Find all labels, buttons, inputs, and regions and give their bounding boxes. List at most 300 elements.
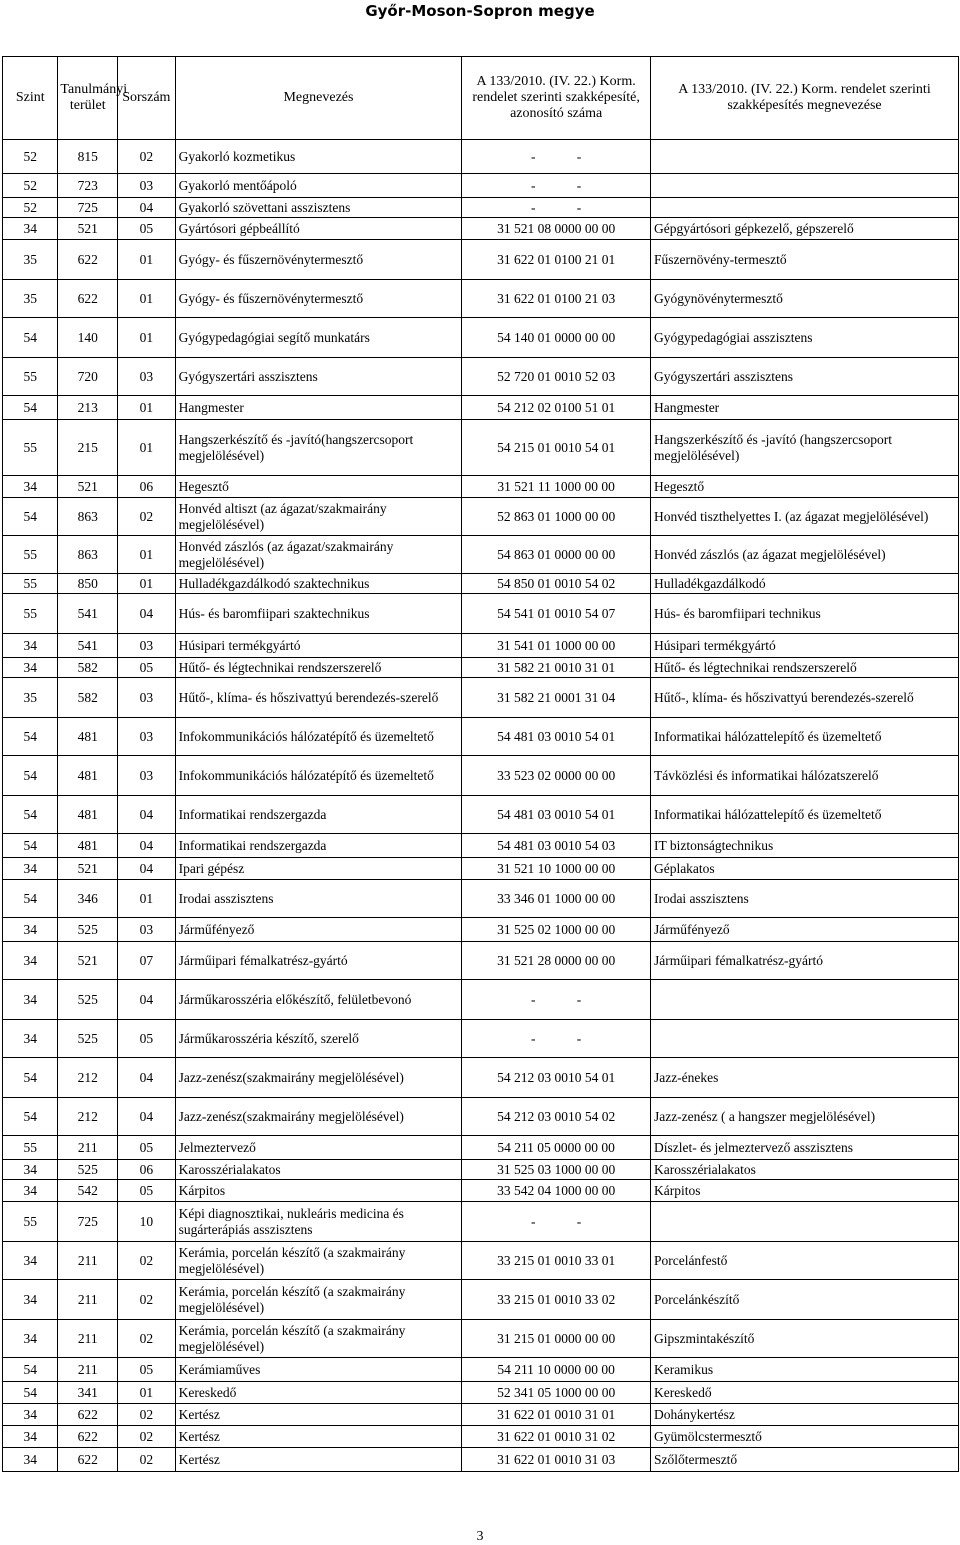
cell-terulet: 140 — [58, 318, 118, 358]
cell-sorszam: 01 — [118, 240, 176, 280]
cell-azonosito: 31 582 21 0001 31 04 — [462, 678, 651, 718]
cell-azonosito: 54 140 01 0000 00 00 — [462, 318, 651, 358]
cell-sorszam: 04 — [118, 198, 176, 218]
cell-terulet: 481 — [58, 834, 118, 858]
cell-megnevezes: Járműkarosszéria készítő, szerelő — [175, 1020, 462, 1058]
table-row — [3, 658, 959, 678]
cell-sorszam: 07 — [118, 942, 176, 980]
cell-azonosito: 54 863 01 0000 00 00 — [462, 536, 651, 574]
cell-terulet: 212 — [58, 1098, 118, 1136]
cell-szint: 54 — [3, 756, 58, 796]
cell-okj-megnevezes: Dohánykertész — [650, 1404, 958, 1426]
cell-azonosito: 54 850 01 0010 54 02 — [462, 574, 651, 594]
cell-megnevezes: Kerámia, porcelán készítő (a szakmairány megjelölésével) — [175, 1280, 462, 1320]
cell-megnevezes: Gyógypedagógiai segítő munkatárs — [175, 318, 462, 358]
cell-sorszam: 01 — [118, 1382, 176, 1404]
table-row — [3, 536, 959, 574]
header-szint: Szint — [3, 57, 58, 140]
cell-sorszam: 01 — [118, 880, 176, 918]
cell-okj-megnevezes: Kárpitos — [650, 1180, 958, 1202]
cell-okj-megnevezes: Hulladékgazdálkodó — [650, 574, 958, 594]
cell-azonosito: - - — [462, 174, 651, 198]
cell-okj-megnevezes: Gépgyártósori gépkezelő, gépszerelő — [650, 218, 958, 240]
cell-szint: 34 — [3, 918, 58, 942]
cell-megnevezes: Gyakorló szövettani asszisztens — [175, 198, 462, 218]
cell-sorszam: 03 — [118, 678, 176, 718]
cell-terulet: 723 — [58, 174, 118, 198]
cell-okj-megnevezes: Gipszmintakészítő — [650, 1320, 958, 1358]
cell-azonosito: 31 521 08 0000 00 00 — [462, 218, 651, 240]
cell-okj-megnevezes: Szőlőtermesztő — [650, 1448, 958, 1472]
cell-okj-megnevezes: Informatikai hálózattelepítő és üzemeltető — [650, 718, 958, 756]
cell-sorszam: 03 — [118, 174, 176, 198]
cell-megnevezes: Képi diagnosztikai, nukleáris medicina és sugárterápiás asszisztens — [175, 1202, 462, 1242]
cell-szint: 34 — [3, 1280, 58, 1320]
cell-sorszam: 05 — [118, 658, 176, 678]
cell-okj-megnevezes: Húsipari termékgyártó — [650, 634, 958, 658]
cell-azonosito: 54 481 03 0010 54 01 — [462, 796, 651, 834]
cell-megnevezes: Gyakorló kozmetikus — [175, 140, 462, 174]
cell-okj-megnevezes: Irodai asszisztens — [650, 880, 958, 918]
cell-azonosito: - - — [462, 140, 651, 174]
cell-okj-megnevezes — [650, 1020, 958, 1058]
cell-terulet: 525 — [58, 980, 118, 1020]
cell-okj-megnevezes — [650, 980, 958, 1020]
cell-azonosito: 52 863 01 1000 00 00 — [462, 498, 651, 536]
cell-azonosito: 31 521 28 0000 00 00 — [462, 942, 651, 980]
cell-megnevezes: Irodai asszisztens — [175, 880, 462, 918]
cell-terulet: 481 — [58, 718, 118, 756]
cell-okj-megnevezes: Hűtő- és légtechnikai rendszerszerelő — [650, 658, 958, 678]
cell-szint: 55 — [3, 1136, 58, 1160]
cell-okj-megnevezes: Géplakatos — [650, 858, 958, 880]
cell-megnevezes: Hegesztő — [175, 476, 462, 498]
cell-megnevezes: Hús- és baromfiipari szaktechnikus — [175, 594, 462, 634]
table-row — [3, 678, 959, 718]
cell-terulet: 481 — [58, 756, 118, 796]
cell-azonosito: 54 481 03 0010 54 03 — [462, 834, 651, 858]
cell-sorszam: 03 — [118, 718, 176, 756]
cell-terulet: 211 — [58, 1358, 118, 1382]
cell-szint: 54 — [3, 880, 58, 918]
cell-azonosito: 54 212 03 0010 54 01 — [462, 1058, 651, 1098]
cell-megnevezes: Gyakorló mentőápoló — [175, 174, 462, 198]
cell-megnevezes: Karosszérialakatos — [175, 1160, 462, 1180]
cell-szint: 34 — [3, 1426, 58, 1448]
cell-sorszam: 04 — [118, 1098, 176, 1136]
cell-szint: 35 — [3, 678, 58, 718]
cell-megnevezes: Járműfényező — [175, 918, 462, 942]
page-title: Győr-Moson-Sopron megye — [365, 2, 595, 20]
table-row — [3, 240, 959, 280]
cell-sorszam: 02 — [118, 1242, 176, 1280]
cell-azonosito: - - — [462, 198, 651, 218]
cell-okj-megnevezes: Távközlési és informatikai hálózatszerelő — [650, 756, 958, 796]
cell-azonosito: - - — [462, 1020, 651, 1058]
cell-megnevezes: Informatikai rendszergazda — [175, 834, 462, 858]
cell-sorszam: 02 — [118, 498, 176, 536]
table-header — [3, 57, 959, 140]
table-row — [3, 198, 959, 218]
cell-azonosito: 52 720 01 0010 52 03 — [462, 358, 651, 396]
cell-okj-megnevezes: Díszlet- és jelmeztervező asszisztens — [650, 1136, 958, 1160]
table-row — [3, 1280, 959, 1320]
table-row — [3, 980, 959, 1020]
table-row — [3, 1098, 959, 1136]
cell-okj-megnevezes: Gyógypedagógiai asszisztens — [650, 318, 958, 358]
cell-azonosito: 31 622 01 0100 21 01 — [462, 240, 651, 280]
cell-azonosito: 33 215 01 0010 33 02 — [462, 1280, 651, 1320]
table-body — [3, 140, 959, 1472]
table-row — [3, 756, 959, 796]
cell-okj-megnevezes — [650, 174, 958, 198]
cell-sorszam: 04 — [118, 1058, 176, 1098]
cell-megnevezes: Járműkarosszéria előkészítő, felületbevonó — [175, 980, 462, 1020]
cell-megnevezes: Húsipari termékgyártó — [175, 634, 462, 658]
cell-okj-megnevezes: Hűtő-, klíma- és hőszivattyú berendezés-szerelő — [650, 678, 958, 718]
cell-sorszam: 05 — [118, 1136, 176, 1160]
cell-sorszam: 02 — [118, 140, 176, 174]
cell-sorszam: 06 — [118, 1160, 176, 1180]
cell-terulet: 346 — [58, 880, 118, 918]
cell-megnevezes: Járműipari fémalkatrész-gyártó — [175, 942, 462, 980]
cell-sorszam: 10 — [118, 1202, 176, 1242]
cell-okj-megnevezes — [650, 140, 958, 174]
table-row — [3, 1160, 959, 1180]
cell-okj-megnevezes — [650, 198, 958, 218]
cell-sorszam: 01 — [118, 280, 176, 318]
cell-okj-megnevezes: Hegesztő — [650, 476, 958, 498]
table-row — [3, 1020, 959, 1058]
cell-okj-megnevezes: Keramikus — [650, 1358, 958, 1382]
cell-okj-megnevezes: Informatikai hálózattelepítő és üzemeltető — [650, 796, 958, 834]
cell-azonosito: 31 521 10 1000 00 00 — [462, 858, 651, 880]
cell-megnevezes: Kerámiaműves — [175, 1358, 462, 1382]
cell-megnevezes: Kerámia, porcelán készítő (a szakmairány megjelölésével) — [175, 1242, 462, 1280]
table-row — [3, 218, 959, 240]
cell-okj-megnevezes: Jazz-zenész ( a hangszer megjelölésével) — [650, 1098, 958, 1136]
cell-megnevezes: Gyártósori gépbeállító — [175, 218, 462, 240]
cell-okj-megnevezes: Gyógyszertári asszisztens — [650, 358, 958, 396]
cell-azonosito: - - — [462, 1202, 651, 1242]
cell-szint: 34 — [3, 634, 58, 658]
cell-sorszam: 05 — [118, 1020, 176, 1058]
cell-sorszam: 03 — [118, 358, 176, 396]
cell-megnevezes: Kerámia, porcelán készítő (a szakmairány megjelölésével) — [175, 1320, 462, 1358]
cell-azonosito: 31 215 01 0000 00 00 — [462, 1320, 651, 1358]
cell-megnevezes: Kereskedő — [175, 1382, 462, 1404]
cell-sorszam: 02 — [118, 1448, 176, 1472]
cell-sorszam: 02 — [118, 1404, 176, 1426]
cell-szint: 55 — [3, 358, 58, 396]
cell-okj-megnevezes: Gyógynövénytermesztő — [650, 280, 958, 318]
cell-megnevezes: Hangszerkészítő és -javító(hangszercsoport megjelölésével) — [175, 420, 462, 476]
table-row — [3, 1404, 959, 1426]
cell-terulet: 582 — [58, 678, 118, 718]
table-row — [3, 1202, 959, 1242]
cell-terulet: 850 — [58, 574, 118, 594]
cell-megnevezes: Jazz-zenész(szakmairány megjelölésével) — [175, 1098, 462, 1136]
cell-megnevezes: Kertész — [175, 1448, 462, 1472]
cell-megnevezes: Gyógyszertári asszisztens — [175, 358, 462, 396]
cell-terulet: 211 — [58, 1320, 118, 1358]
cell-szint: 34 — [3, 1404, 58, 1426]
cell-szint: 52 — [3, 198, 58, 218]
header-megnevezes: Megnevezés — [175, 57, 462, 140]
cell-terulet: 622 — [58, 1448, 118, 1472]
cell-terulet: 863 — [58, 498, 118, 536]
table-row — [3, 140, 959, 174]
cell-sorszam: 02 — [118, 1426, 176, 1448]
cell-okj-megnevezes: Hangszerkészítő és -javító (hangszercsoport megjelölésével) — [650, 420, 958, 476]
table-row — [3, 1136, 959, 1160]
cell-terulet: 213 — [58, 396, 118, 420]
cell-okj-megnevezes: Hangmester — [650, 396, 958, 420]
cell-megnevezes: Hulladékgazdálkodó szaktechnikus — [175, 574, 462, 594]
cell-szint: 34 — [3, 1020, 58, 1058]
cell-szint: 54 — [3, 1058, 58, 1098]
cell-szint: 54 — [3, 834, 58, 858]
cell-szint: 54 — [3, 1098, 58, 1136]
table-row — [3, 420, 959, 476]
cell-okj-megnevezes: Porcelánkészítő — [650, 1280, 958, 1320]
cell-sorszam: 04 — [118, 834, 176, 858]
cell-okj-megnevezes: Honvéd tiszthelyettes I. (az ágazat megjelölésével) — [650, 498, 958, 536]
cell-okj-megnevezes: Kereskedő — [650, 1382, 958, 1404]
qualification-table — [2, 56, 959, 1472]
cell-megnevezes: Jelmeztervező — [175, 1136, 462, 1160]
cell-szint: 54 — [3, 796, 58, 834]
cell-megnevezes: Infokommunikációs hálózatépítő és üzemeltető — [175, 718, 462, 756]
cell-megnevezes: Infokommunikációs hálózatépítő és üzemeltető — [175, 756, 462, 796]
table-row — [3, 476, 959, 498]
cell-sorszam: 05 — [118, 1358, 176, 1382]
cell-azonosito: 31 622 01 0010 31 01 — [462, 1404, 651, 1426]
cell-sorszam: 05 — [118, 1180, 176, 1202]
cell-terulet: 622 — [58, 1404, 118, 1426]
table-row — [3, 634, 959, 658]
cell-okj-megnevezes: IT biztonságtechnikus — [650, 834, 958, 858]
table-row — [3, 396, 959, 420]
cell-szint: 34 — [3, 942, 58, 980]
cell-szint: 52 — [3, 140, 58, 174]
cell-terulet: 542 — [58, 1180, 118, 1202]
cell-szint: 34 — [3, 980, 58, 1020]
cell-sorszam: 03 — [118, 918, 176, 942]
cell-sorszam: 04 — [118, 858, 176, 880]
cell-azonosito: - - — [462, 980, 651, 1020]
cell-szint: 54 — [3, 1382, 58, 1404]
cell-okj-megnevezes: Járműfényező — [650, 918, 958, 942]
cell-terulet: 541 — [58, 634, 118, 658]
table-row — [3, 1320, 959, 1358]
header-row — [3, 57, 959, 140]
cell-szint: 54 — [3, 1358, 58, 1382]
cell-terulet: 212 — [58, 1058, 118, 1098]
cell-terulet: 211 — [58, 1242, 118, 1280]
table-row — [3, 594, 959, 634]
page-number: 3 — [476, 1529, 484, 1544]
cell-terulet: 622 — [58, 280, 118, 318]
cell-sorszam: 01 — [118, 536, 176, 574]
cell-sorszam: 01 — [118, 318, 176, 358]
cell-megnevezes: Hűtő- és légtechnikai rendszerszerelő — [175, 658, 462, 678]
header-tanulmanyi-terulet: Tanulmányi terület — [58, 57, 118, 140]
cell-terulet: 815 — [58, 140, 118, 174]
cell-okj-megnevezes: Honvéd zászlós (az ágazat megjelölésével) — [650, 536, 958, 574]
cell-terulet: 525 — [58, 1020, 118, 1058]
cell-azonosito: 31 622 01 0010 31 02 — [462, 1426, 651, 1448]
cell-szint: 54 — [3, 318, 58, 358]
cell-szint: 34 — [3, 218, 58, 240]
cell-szint: 34 — [3, 1448, 58, 1472]
cell-szint: 55 — [3, 420, 58, 476]
cell-azonosito: 54 215 01 0010 54 01 — [462, 420, 651, 476]
cell-terulet: 622 — [58, 240, 118, 280]
cell-terulet: 211 — [58, 1280, 118, 1320]
cell-terulet: 521 — [58, 942, 118, 980]
cell-szint: 34 — [3, 658, 58, 678]
cell-azonosito: 31 622 01 0010 31 03 — [462, 1448, 651, 1472]
cell-szint: 35 — [3, 280, 58, 318]
cell-sorszam: 01 — [118, 396, 176, 420]
table-row — [3, 498, 959, 536]
cell-sorszam: 05 — [118, 218, 176, 240]
table-row — [3, 1382, 959, 1404]
cell-terulet: 582 — [58, 658, 118, 678]
cell-megnevezes: Ipari gépész — [175, 858, 462, 880]
cell-szint: 52 — [3, 174, 58, 198]
cell-terulet: 525 — [58, 1160, 118, 1180]
table-row — [3, 858, 959, 880]
cell-szint: 55 — [3, 594, 58, 634]
cell-szint: 55 — [3, 1202, 58, 1242]
cell-szint: 34 — [3, 1180, 58, 1202]
cell-sorszam: 04 — [118, 594, 176, 634]
cell-azonosito: 33 523 02 0000 00 00 — [462, 756, 651, 796]
cell-megnevezes: Honvéd zászlós (az ágazat/szakmairány megjelölésével) — [175, 536, 462, 574]
cell-azonosito: 31 582 21 0010 31 01 — [462, 658, 651, 678]
cell-terulet: 622 — [58, 1426, 118, 1448]
cell-megnevezes: Gyógy- és fűszernövénytermesztő — [175, 280, 462, 318]
cell-szint: 34 — [3, 858, 58, 880]
header-okj-megnevezes: A 133/2010. (IV. 22.) Korm. rendelet szerinti szakképesítés megnevezése — [650, 57, 958, 140]
header-sorszam: Sorszám — [118, 57, 176, 140]
cell-okj-megnevezes: Jazz-énekes — [650, 1058, 958, 1098]
cell-sorszam: 02 — [118, 1320, 176, 1358]
table-row — [3, 942, 959, 980]
table-row — [3, 880, 959, 918]
table-row — [3, 1058, 959, 1098]
cell-azonosito: 33 542 04 1000 00 00 — [462, 1180, 651, 1202]
cell-szint: 34 — [3, 1160, 58, 1180]
cell-sorszam: 02 — [118, 1280, 176, 1320]
cell-azonosito: 54 212 02 0100 51 01 — [462, 396, 651, 420]
cell-sorszam: 04 — [118, 980, 176, 1020]
table-row — [3, 1426, 959, 1448]
header-azonosito: A 133/2010. (IV. 22.) Korm. rendelet szerinti szakképesíté, azonosító száma — [462, 57, 651, 140]
table-row — [3, 574, 959, 594]
cell-terulet: 720 — [58, 358, 118, 396]
cell-megnevezes: Jazz-zenész(szakmairány megjelölésével) — [175, 1058, 462, 1098]
cell-terulet: 525 — [58, 918, 118, 942]
cell-azonosito: 54 211 05 0000 00 00 — [462, 1136, 651, 1160]
cell-azonosito: 33 215 01 0010 33 01 — [462, 1242, 651, 1280]
cell-okj-megnevezes: Gyümölcstermesztő — [650, 1426, 958, 1448]
cell-szint: 54 — [3, 396, 58, 420]
table-row — [3, 834, 959, 858]
cell-megnevezes: Informatikai rendszergazda — [175, 796, 462, 834]
cell-azonosito: 52 341 05 1000 00 00 — [462, 1382, 651, 1404]
cell-terulet: 725 — [58, 1202, 118, 1242]
cell-azonosito: 54 212 03 0010 54 02 — [462, 1098, 651, 1136]
cell-okj-megnevezes: Fűszernövény-termesztő — [650, 240, 958, 280]
cell-terulet: 541 — [58, 594, 118, 634]
cell-terulet: 521 — [58, 858, 118, 880]
cell-terulet: 341 — [58, 1382, 118, 1404]
cell-azonosito: 31 541 01 1000 00 00 — [462, 634, 651, 658]
table-row — [3, 718, 959, 756]
cell-szint: 34 — [3, 1320, 58, 1358]
table-row — [3, 796, 959, 834]
cell-terulet: 863 — [58, 536, 118, 574]
cell-azonosito: 31 525 02 1000 00 00 — [462, 918, 651, 942]
cell-szint: 34 — [3, 1242, 58, 1280]
table-row — [3, 1180, 959, 1202]
cell-okj-megnevezes: Járműipari fémalkatrész-gyártó — [650, 942, 958, 980]
cell-terulet: 521 — [58, 476, 118, 498]
cell-szint: 35 — [3, 240, 58, 280]
cell-okj-megnevezes — [650, 1202, 958, 1242]
table-row — [3, 280, 959, 318]
cell-azonosito: 54 211 10 0000 00 00 — [462, 1358, 651, 1382]
cell-azonosito: 54 481 03 0010 54 01 — [462, 718, 651, 756]
table-row — [3, 358, 959, 396]
cell-szint: 55 — [3, 574, 58, 594]
cell-okj-megnevezes: Porcelánfestő — [650, 1242, 958, 1280]
cell-okj-megnevezes: Hús- és baromfiipari technikus — [650, 594, 958, 634]
cell-megnevezes: Kertész — [175, 1404, 462, 1426]
cell-azonosito: 54 541 01 0010 54 07 — [462, 594, 651, 634]
table-row — [3, 918, 959, 942]
cell-azonosito: 31 622 01 0100 21 03 — [462, 280, 651, 318]
cell-sorszam: 01 — [118, 420, 176, 476]
cell-megnevezes: Hangmester — [175, 396, 462, 420]
cell-sorszam: 06 — [118, 476, 176, 498]
cell-sorszam: 01 — [118, 574, 176, 594]
cell-megnevezes: Honvéd altiszt (az ágazat/szakmairány megjelölésével) — [175, 498, 462, 536]
table-row — [3, 174, 959, 198]
cell-terulet: 725 — [58, 198, 118, 218]
cell-terulet: 481 — [58, 796, 118, 834]
cell-sorszam: 03 — [118, 756, 176, 796]
cell-sorszam: 03 — [118, 634, 176, 658]
cell-azonosito: 31 521 11 1000 00 00 — [462, 476, 651, 498]
cell-megnevezes: Hűtő-, klíma- és hőszivattyú berendezés-szerelő — [175, 678, 462, 718]
cell-szint: 54 — [3, 498, 58, 536]
cell-azonosito: 33 346 01 1000 00 00 — [462, 880, 651, 918]
cell-megnevezes: Kertész — [175, 1426, 462, 1448]
cell-azonosito: 31 525 03 1000 00 00 — [462, 1160, 651, 1180]
cell-szint: 55 — [3, 536, 58, 574]
table-row — [3, 1358, 959, 1382]
cell-megnevezes: Gyógy- és fűszernövénytermesztő — [175, 240, 462, 280]
table-row — [3, 1242, 959, 1280]
cell-szint: 34 — [3, 476, 58, 498]
cell-szint: 54 — [3, 718, 58, 756]
cell-terulet: 215 — [58, 420, 118, 476]
cell-sorszam: 04 — [118, 796, 176, 834]
